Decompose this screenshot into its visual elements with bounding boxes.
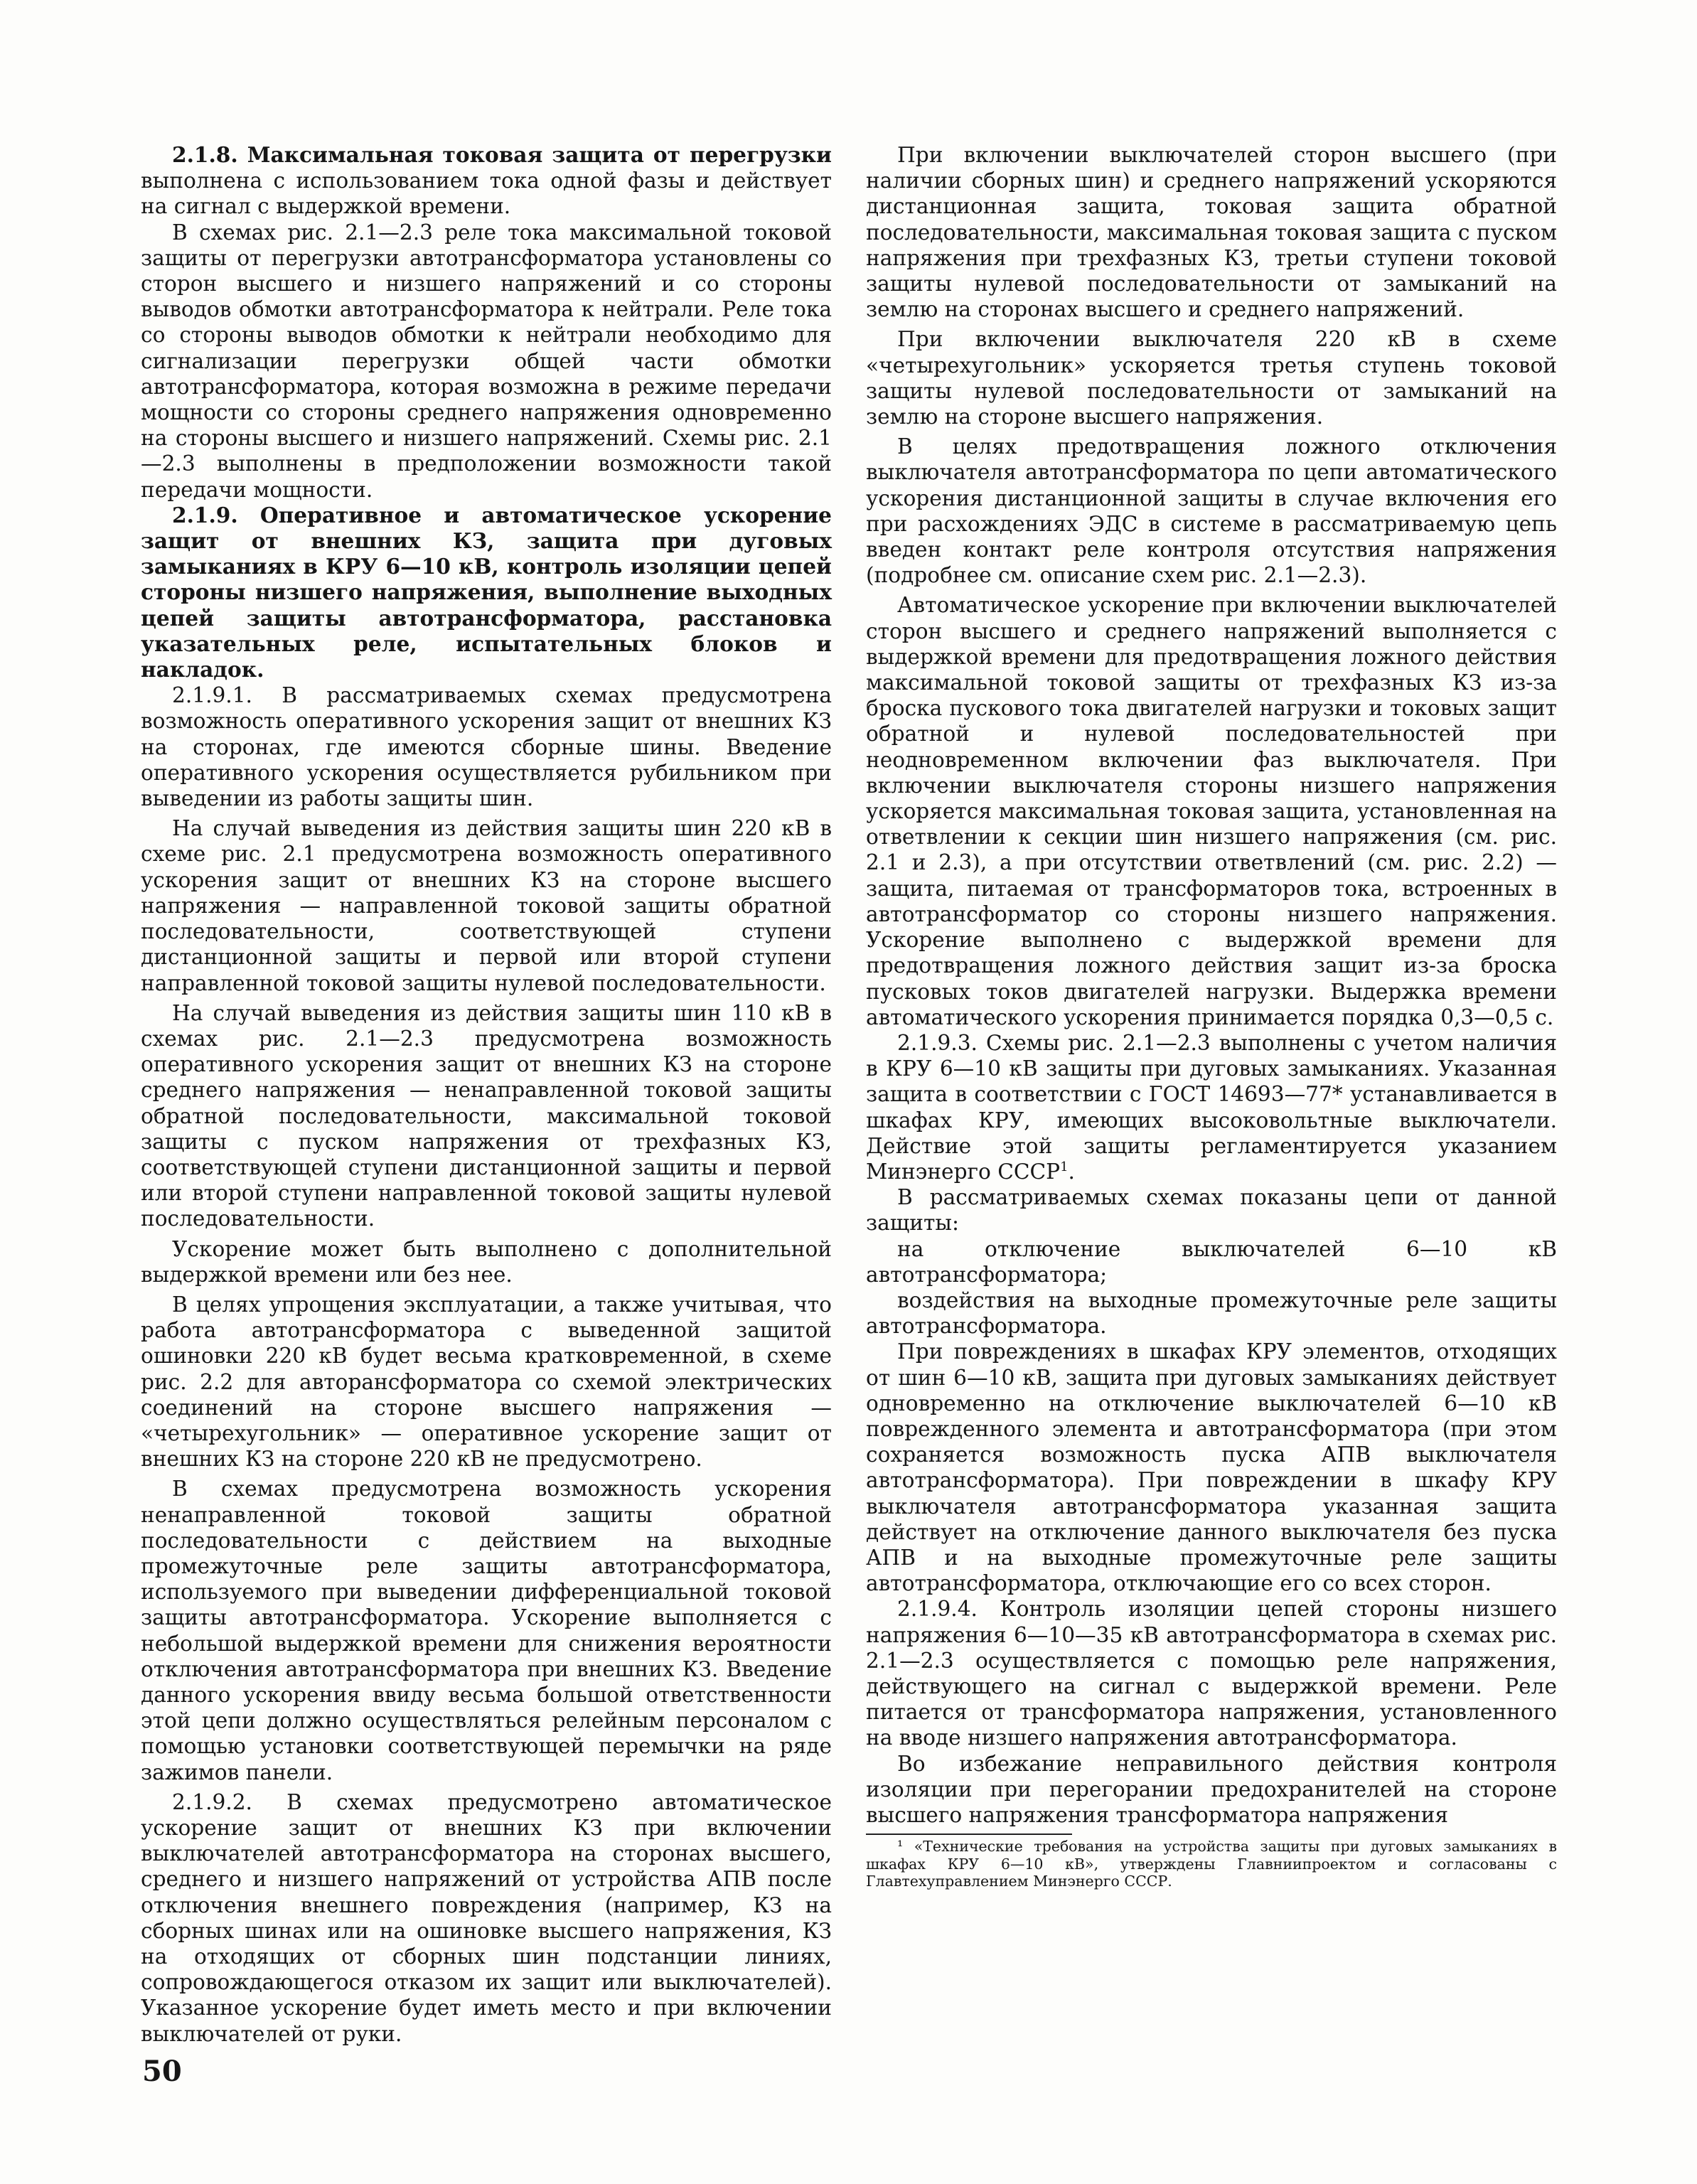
paragraph-text: выполнена с использованием тока одной фазы и действует на сигнал с выдержкой времени. [141,168,832,219]
paragraph: В целях упрощения эксплуатации, а также учитывая, что работа автотрансформатора с выведенной защитой ошиновки 220 кВ будет весьма кратковременной, в схеме рис. 2.2 для авторансформатора со схемой электрических соединений на стороне высшего напряжения — «четырехугольник» — оперативное ускорение защит от внешних КЗ на стороне 220 кВ не предусмотрено. [141,1292,832,1472]
paragraph-2-1-9-1: 2.1.9.1. В рассматриваемых схемах предусмотрена возможность оперативного ускорения защит от внешних КЗ на сторонах, где имеются сборные шины. Введение оперативного ускорения осуществляется рубильником при выведении из работы защиты шин. [141,683,832,811]
paragraph-text: 2.1.9.3. Схемы рис. 2.1—2.3 выполнены с учетом наличия в КРУ 6—10 кВ защиты при дуговых замыканиях. Указанная защита в соответствии с ГОСТ 14693—77* устанавливается в шкафах КРУ, имеющих высоковольтные выключатели. Действие этой защиты регламентируется указанием Минэнерго СССР [866,1030,1557,1184]
footnote: ¹ «Технические требования на устройства защиты при дуговых замыканиях в шкафах КРУ 6—10 кВ», утверждены Главниипроектом и согласованы с Главтехуправлением Минэнерго СССР. [866,1838,1557,1890]
paragraph-2-1-9-2: 2.1.9.2. В схемах предусмотрено автоматическое ускорение защит от внешних КЗ при включении выключателей автотрансформатора на сторонах высшего, среднего и низшего напряжений от устройства АПВ после отключения внешнего повреждения (например, КЗ на сборных шинах или на ошиновке высшего напряжения, КЗ на отходящих от сборных шин подстанции линиях, сопровождающегося отказом их защит или выключателей). Указанное ускорение будет иметь место и при включении выключателей от руки. [141,1789,832,2046]
left-column [141,142,832,2047]
section-heading-2-1-9 [141,503,832,682]
footnote-marker: 1 [1060,1160,1069,1175]
paragraph: На случай выведения из действия защиты шин 220 кВ в схеме рис. 2.1 предусмотрена возможность оперативного ускорения защит от внешних КЗ на стороне высшего напряжения — направленной токовой защиты обратной последовательности, соответствующей ступени дистанционной защиты и первой или второй ступени направленной токовой защиты нулевой последовательности. [141,816,832,995]
paragraph: В схемах предусмотрена возможность ускорения ненаправленной токовой защиты обратной последовательности с действием на выходные промежуточные реле защиты автотрансформатора, используемого при выведении дифференциальной токовой защиты автотрансформатора. Ускорение выполняется с небольшой выдержкой времени для снижения вероятности отключения автотрансформатора при внешних КЗ. Введение данного ускорения ввиду весьма большой ответственности этой цепи должно осуществляться релейным персоналом с помощью установки соответствующей перемычки на ряде зажимов панели. [141,1477,832,1784]
paragraph: В целях предотвращения ложного отключения выключателя автотрансформатора по цепи автоматического ускорения дистанционной защиты в случае включения его при расхождениях ЭДС в системе в рассматриваемую цепь введен контакт реле контроля отсутствия напряжения (подробнее см. описание схем рис. 2.1—2.3). [866,434,1557,588]
page-number: 50 [142,2055,182,2088]
list-item: воздействия на выходные промежуточные реле защиты автотрансформатора. [866,1288,1557,1339]
paragraph: При включении выключателей сторон высшего (при наличии сборных шин) и среднего напряжений ускоряются дистанционная защита, токовая защита обратной последовательности, максимальная токовая защита с пуском напряжения при трехфазных КЗ, третьи ступени токовой защиты нулевой последовательности от замыканий на землю на сторонах высшего и среднего напряжений. [866,143,1557,322]
paragraph: В схемах рис. 2.1—2.3 реле тока максимальной токовой защиты от перегрузки автотрансформатора установлены со сторон высшего и низшего напряжений и со стороны выводов обмотки автотрансформатора к нейтрали. Реле тока со стороны выводов обмотки к нейтрали необходимо для сигнализации перегрузки общей части обмотки автотрансформатора, которая возможна в режиме передачи мощности со стороны среднего напряжения одновременно на стороны высшего и низшего напряжений. Схемы рис. 2.1—2.3 выполнены в предположении возможности такой передачи мощности. [141,220,832,502]
paragraph: В рассматриваемых схемах показаны цепи от данной защиты: [866,1185,1557,1236]
section-heading-2-1-8: 2.1.8. Максимальная токовая защита от перегрузки [172,142,832,167]
footnote-divider [866,1834,1072,1835]
right-column [866,142,1557,1890]
section-heading-text: 2.1.9. Оперативное и автоматическое ускорение защит от внешних КЗ, защита при дуговых замыканиях в КРУ 6—10 кВ, контроль изоляции цепей стороны низшего напряжения, выполнение выходных цепей защиты автотрансформатора, расстановка указательных реле, испытательных блоков и накладок. [141,502,832,682]
paragraph: Ускорение может быть выполнено с дополнительной выдержкой времени или без нее. [141,1236,832,1287]
paragraph: При повреждениях в шкафах КРУ элементов, отходящих от шин 6—10 кВ, защита при дуговых замыканиях действует одновременно на отключение выключателей 6—10 кВ поврежденного элемента и автотрансформатора (при этом сохраняется возможность пуска АПВ выключателя автотрансформатора). При повреждении в шкафу КРУ выключателя автотрансформатора указанная защита действует на отключение данного выключателя без пуска АПВ и на выходные промежуточные реле защиты автотрансформатора, отключающие его со всех сторон. [866,1339,1557,1596]
paragraph-2-1-9-4: 2.1.9.4. Контроль изоляции цепей стороны низшего напряжения 6—10—35 кВ автотрансформатора в схемах рис. 2.1—2.3 осуществляется с помощью реле напряжения, действующего на сигнал с выдержкой времени. Реле питается от трансформатора напряжения, установленного на вводе низшего напряжения автотрансформатора. [866,1597,1557,1750]
paragraph-2-1-9-3: 2.1.9.3. Схемы рис. 2.1—2.3 выполнены с учетом наличия в КРУ 6—10 кВ защиты при дуговых замыканиях. Указанная защита в соответствии с ГОСТ 14693—77* устанавливается в шкафах КРУ, имеющих высоковольтные выключатели. Действие этой защиты регламентируется указанием Минэнерго СССР$^1$. [866,1030,1557,1184]
paragraph: Во избежание неправильного действия контроля изоляции при перегорании предохранителей на стороне высшего напряжения трансформатора напряжения [866,1751,1557,1827]
paragraph-2-1-8 [141,142,832,220]
paragraph: На случай выведения из действия защиты шин 110 кВ в схемах рис. 2.1—2.3 предусмотрена возможность оперативного ускорения защит от внешних КЗ на стороне среднего напряжения — ненаправленной токовой защиты обратной последовательности, максимальной токовой защиты с пуском напряжения от трехфазных КЗ, соответствующей ступени дистанционной защиты и первой или второй ступени направленной токовой защиты нулевой последовательности. [141,1000,832,1231]
paragraph: Автоматическое ускорение при включении выключателей сторон высшего и среднего напряжений выполняется с выдержкой времени для предотвращения ложного действия максимальной токовой защиты от трехфазных КЗ из-за броска пускового тока двигателей нагрузки и токовых защит обратной и нулевой последовательностей при неодновременном включении фаз выключателя. При включении выключателя стороны низшего напряжения ускоряется максимальная токовая защита, установленная на ответвлении к секции шин низшего напряжения (см. рис. 2.1 и 2.3), а при отсутствии ответвлений (см. рис. 2.2) — защита, питаемая от трансформаторов тока, встроенных в автотрансформатор со стороны низшего напряжения. Ускорение выполнено с выдержкой времени для предотвращения ложного действия защит из-за броска пусковых токов двигателей нагрузки. Выдержка времени автоматического ускорения принимается порядка 0,3—0,5 с. [866,593,1557,1029]
list-item: на отключение выключателей 6—10 кВ автотрансформатора; [866,1236,1557,1287]
paragraph: При включении выключателя 220 кВ в схеме «четырехугольник» ускоряется третья ступень токовой защиты нулевой последовательности от замыканий на землю на стороне высшего напряжения. [866,327,1557,429]
